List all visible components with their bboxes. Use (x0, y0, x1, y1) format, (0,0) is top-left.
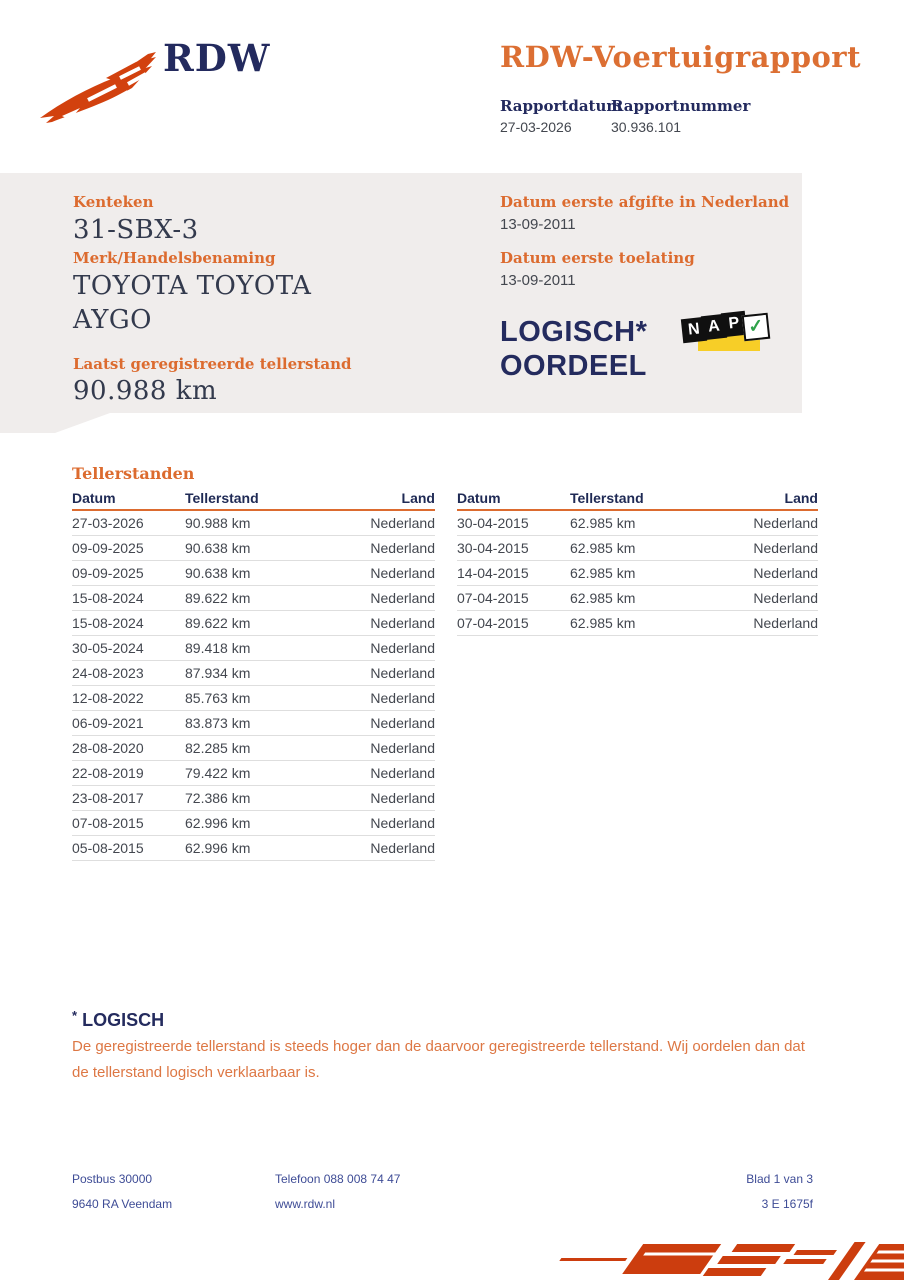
row-country: Nederland (370, 590, 435, 606)
row-country: Nederland (370, 540, 435, 556)
footnote-title (72, 1008, 164, 1031)
row-date: 07-08-2015 (72, 815, 144, 831)
footnote-asterisk: * (72, 1008, 78, 1023)
row-odometer: 90.988 km (185, 515, 251, 531)
row-date: 14-04-2015 (457, 565, 529, 581)
table-row (72, 711, 435, 736)
report-number-value: 30.936.101 (611, 119, 682, 135)
row-date: 30-04-2015 (457, 515, 529, 531)
table-body (72, 511, 435, 861)
row-date: 09-09-2025 (72, 565, 144, 581)
col-header-datum: Datum (72, 490, 116, 506)
col-header-land: Land (401, 490, 435, 506)
toelating-label: Datum eerste toelating (500, 249, 695, 267)
report-number-label: Rapportnummer (611, 97, 751, 115)
table-row (72, 761, 435, 786)
summary-panel-tail (0, 413, 110, 433)
footer-address-line1: Postbus 30000 (72, 1172, 153, 1186)
table-row (72, 836, 435, 861)
row-date: 15-08-2024 (72, 615, 144, 631)
page-title: RDW-Voertuigrapport (500, 40, 861, 74)
row-odometer: 62.985 km (570, 515, 636, 531)
odometer-table-right (457, 486, 818, 636)
row-date: 24-08-2023 (72, 665, 144, 681)
nap-logo (678, 308, 768, 358)
row-country: Nederland (370, 740, 435, 756)
row-country: Nederland (753, 515, 818, 531)
tellerstand-value: 90.988 km (73, 376, 218, 406)
odometer-table-left (72, 486, 435, 861)
kenteken-label: Kenteken (73, 193, 154, 211)
table-row (72, 511, 435, 536)
col-header-tellerstand: Tellerstand (570, 490, 644, 506)
row-country: Nederland (370, 640, 435, 656)
tellerstand-label: Laatst geregistreerde tellerstand (73, 355, 352, 373)
table-body (457, 511, 818, 636)
row-odometer: 72.386 km (185, 790, 251, 806)
merk-label: Merk/Handelsbenaming (73, 249, 276, 267)
table-header-row (457, 486, 818, 511)
table-row (72, 686, 435, 711)
row-country: Nederland (370, 690, 435, 706)
table-row (72, 736, 435, 761)
nap-check-icon: ✓ (742, 313, 771, 342)
kenteken-value: 31-SBX-3 (73, 215, 199, 245)
row-date: 05-08-2015 (72, 840, 144, 856)
speed-stripes-icon (504, 1240, 904, 1280)
oordeel-line2: OORDEEL (500, 350, 647, 382)
report-date-label: Rapportdatum (500, 97, 623, 115)
row-date: 07-04-2015 (457, 615, 529, 631)
row-odometer: 62.996 km (185, 815, 251, 831)
row-odometer: 90.638 km (185, 565, 251, 581)
section-title-tellerstanden: Tellerstanden (72, 464, 195, 483)
row-country: Nederland (370, 665, 435, 681)
toelating-value: 13-09-2011 (500, 272, 576, 289)
row-odometer: 62.996 km (185, 840, 251, 856)
row-country: Nederland (370, 565, 435, 581)
merk-value: TOYOTA TOYOTA AYGO (73, 271, 312, 335)
row-date: 28-08-2020 (72, 740, 144, 756)
row-country: Nederland (753, 615, 818, 631)
row-odometer: 62.985 km (570, 565, 636, 581)
row-odometer: 90.638 km (185, 540, 251, 556)
row-date: 30-05-2024 (72, 640, 144, 656)
table-header-row (72, 486, 435, 511)
row-odometer: 89.622 km (185, 615, 251, 631)
footer-website[interactable]: www.rdw.nl (275, 1197, 336, 1211)
row-country: Nederland (370, 715, 435, 731)
row-country: Nederland (370, 515, 435, 531)
table-row (457, 561, 818, 586)
row-date: 06-09-2021 (72, 715, 144, 731)
row-country: Nederland (370, 840, 435, 856)
table-row (72, 561, 435, 586)
table-row (72, 611, 435, 636)
row-odometer: 62.985 km (570, 615, 636, 631)
afgifte-label: Datum eerste afgifte in Nederland (500, 193, 790, 211)
rdw-wordmark: RDW (163, 36, 271, 80)
row-odometer: 79.422 km (185, 765, 251, 781)
row-country: Nederland (370, 790, 435, 806)
row-date: 23-08-2017 (72, 790, 144, 806)
row-odometer: 62.985 km (570, 590, 636, 606)
nap-letter-a: A (701, 314, 727, 340)
col-header-tellerstand: Tellerstand (185, 490, 259, 506)
col-header-datum: Datum (457, 490, 501, 506)
footer-phone: Telefoon 088 008 74 47 (275, 1172, 401, 1186)
row-date: 12-08-2022 (72, 690, 144, 706)
table-row (72, 536, 435, 561)
row-country: Nederland (370, 615, 435, 631)
row-date: 30-04-2015 (457, 540, 529, 556)
row-odometer: 89.622 km (185, 590, 251, 606)
row-date: 07-04-2015 (457, 590, 529, 606)
footer-page-number: Blad 1 van 3 (746, 1172, 813, 1186)
oordeel-status (500, 315, 647, 383)
footer-address-line2: 9640 RA Veendam (72, 1197, 173, 1211)
row-country: Nederland (753, 540, 818, 556)
row-odometer: 82.285 km (185, 740, 251, 756)
row-odometer: 89.418 km (185, 640, 251, 656)
table-row (457, 536, 818, 561)
table-row (72, 661, 435, 686)
footnote-title-text: LOGISCH (82, 1010, 165, 1030)
oordeel-line1: LOGISCH* (500, 316, 648, 348)
row-odometer: 62.985 km (570, 540, 636, 556)
table-row (72, 786, 435, 811)
row-country: Nederland (370, 765, 435, 781)
footer-form-code: 3 E 1675f (761, 1197, 813, 1211)
table-row (457, 611, 818, 636)
table-row (72, 636, 435, 661)
table-row (457, 511, 818, 536)
report-date-value: 27-03-2026 (500, 119, 572, 135)
rdw-stripes-graphic (504, 1240, 904, 1280)
row-date: 22-08-2019 (72, 765, 144, 781)
afgifte-value: 13-09-2011 (500, 216, 576, 233)
rdw-feather-icon (36, 48, 168, 124)
row-odometer: 85.763 km (185, 690, 251, 706)
table-row (72, 811, 435, 836)
table-row (457, 586, 818, 611)
row-date: 09-09-2025 (72, 540, 144, 556)
row-country: Nederland (753, 565, 818, 581)
nap-letter-p: P (721, 311, 747, 337)
row-date: 15-08-2024 (72, 590, 144, 606)
table-row (72, 586, 435, 611)
row-odometer: 87.934 km (185, 665, 251, 681)
footnote-text: De geregistreerde tellerstand is steeds hoger dan de daarvoor geregistreerde tellerstand. Wij oordelen dan dat de tellerstand logisch verklaarbaar is. (72, 1038, 805, 1081)
row-country: Nederland (370, 815, 435, 831)
col-header-land: Land (784, 490, 818, 506)
rdw-logo (36, 48, 168, 124)
row-country: Nederland (753, 590, 818, 606)
row-date: 27-03-2026 (72, 515, 144, 531)
row-odometer: 83.873 km (185, 715, 251, 731)
nap-letter-n: N (681, 317, 707, 343)
